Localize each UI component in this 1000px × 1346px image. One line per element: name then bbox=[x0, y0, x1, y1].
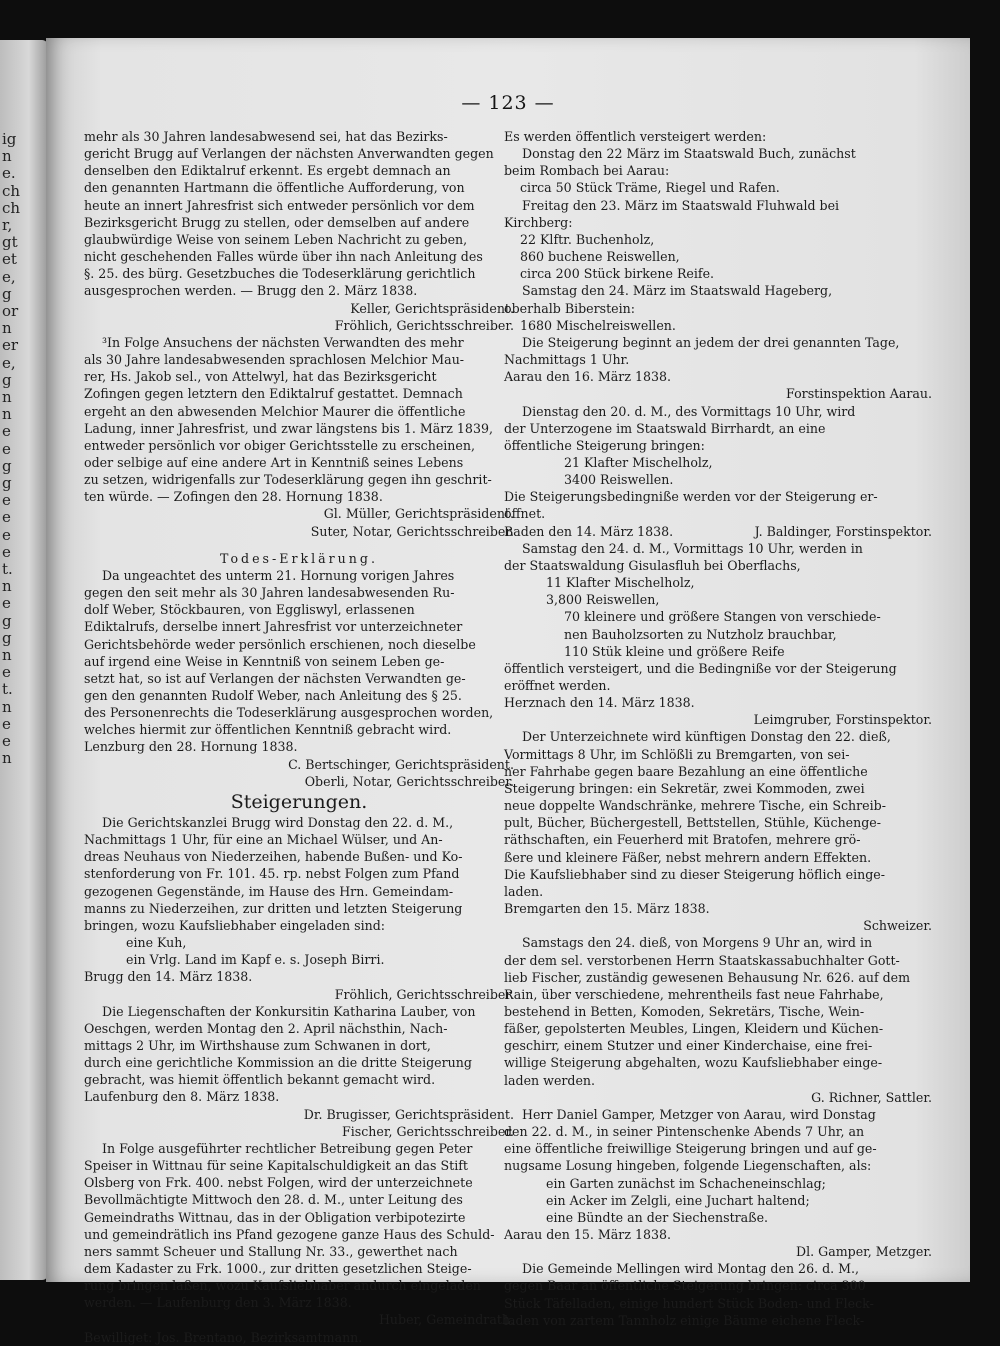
text-line: gegen Baar an öffentliche Steigerung bringen: circa 300 bbox=[504, 1278, 866, 1294]
left-page-fragment: er bbox=[2, 336, 19, 355]
text-line: mittags 2 Uhr, im Wirthshause zum Schwanen in dort, bbox=[84, 1037, 431, 1053]
text-line: bringen, wozu Kaufsliebhaber eingeladen sind: bbox=[84, 917, 386, 933]
text-line: Freitag den 23. März im Staatswald Fluhwald bei bbox=[522, 197, 840, 213]
signature: Suter, Notar, Gerichtsschreiber. bbox=[310, 523, 514, 539]
text-line: 21 Klafter Mischelholz, bbox=[564, 454, 713, 470]
text-line: Stück Täfelladen, einige hundert Stück Boden- und Fleck- bbox=[504, 1295, 874, 1311]
text-line: Brugg den 14. März 1838. bbox=[84, 969, 253, 985]
text-line: lieb Fischer, zuständig gewesenen Behausung Nr. 626. auf dem bbox=[504, 969, 911, 985]
left-page-fragment: gt bbox=[2, 233, 18, 252]
left-page-fragment: t. bbox=[2, 560, 13, 578]
text-line: pult, Bücher, Büchergestell, Bettstellen, Stühle, Küchenge- bbox=[504, 815, 882, 831]
text-line: Steigerung bringen: ein Sekretär, zwei Kommoden, zwei bbox=[504, 780, 865, 796]
left-page-fragment: r, bbox=[2, 216, 13, 234]
text-line: der Staatswaldung Gisulasfluh bei Oberflachs, bbox=[504, 557, 801, 573]
text-line: Da ungeachtet des unterm 21. Hornung vorigen Jahres bbox=[102, 567, 455, 583]
text-line: gen den genannten Rudolf Weber, nach Anleitung des § 25. bbox=[84, 688, 462, 703]
text-line: circa 200 Stück birkene Reife. bbox=[520, 266, 715, 282]
left-page-fragment: e. bbox=[2, 164, 16, 183]
text-line: des Personenrechts die Todeserklärung ausgesprochen worden, bbox=[84, 705, 494, 721]
signature: Gl. Müller, Gerichtspräsident. bbox=[323, 506, 514, 522]
text-line: werden. — Laufenburg den 3. März 1838. bbox=[84, 1295, 352, 1311]
left-page-fragment: e bbox=[2, 542, 11, 561]
text-line: Lenzburg den 28. Hornung 1838. bbox=[84, 739, 298, 755]
text-line: dem Kadaster zu Frk. 1000., zur dritten gesetzlichen Steige- bbox=[84, 1261, 472, 1276]
text-line: Speiser in Wittnau für seine Kapitalschuldigkeit an das Stift bbox=[84, 1158, 468, 1174]
text-line: Bremgarten den 15. März 1838. bbox=[504, 901, 710, 917]
text-line: 3400 Reiswellen. bbox=[564, 472, 674, 488]
text-line: den 22. d. M., in seiner Pintenschenke Abends 7 Uhr, an bbox=[504, 1124, 865, 1140]
left-page-fragment: g bbox=[2, 628, 12, 647]
text-line: Herr Daniel Gamper, Metzger von Aarau, wird Donstag bbox=[522, 1106, 876, 1122]
left-page-fragment: n bbox=[2, 319, 12, 338]
text-line: Aarau den 16. März 1838. bbox=[504, 369, 672, 385]
text-line: räthschaften, ein Feuerherd mit Bratofen, mehrere grö- bbox=[504, 832, 861, 848]
text-line: 860 buchene Reiswellen, bbox=[520, 249, 680, 265]
text-line: Samstag den 24. d. M., Vormittags 10 Uhr, werden in bbox=[522, 540, 863, 556]
text-line: öffentliche Steigerung bringen: bbox=[504, 437, 705, 453]
text-line: eröffnet werden. bbox=[504, 678, 611, 693]
text-line: Die Steigerung beginnt an jedem der drei genannten Tage, bbox=[522, 334, 900, 350]
text-line: auf irgend eine Weise in Kenntniß von seinem Leben ge- bbox=[84, 653, 445, 669]
text-line: Die Kaufsliebhaber sind zu dieser Steigerung höflich einge- bbox=[504, 866, 885, 882]
signature: Fröhlich, Gerichtsschreiber. bbox=[334, 317, 514, 333]
left-page-fragment: g bbox=[2, 370, 12, 389]
text-line: Kirchberg: bbox=[504, 214, 573, 230]
spacer bbox=[84, 540, 514, 550]
left-page-fragment: e bbox=[2, 508, 11, 527]
left-page-fragment: g bbox=[2, 456, 12, 475]
text-line: zu setzen, widrigenfalls zur Todeserklärung gegen ihn geschrit- bbox=[84, 472, 492, 488]
text-line: oberhalb Biberstein: bbox=[504, 300, 636, 316]
text-line: nen Bauholzsorten zu Nutzholz brauchbar, bbox=[564, 626, 837, 642]
text-line: mehr als 30 Jahren landesabwesend sei, hat das Bezirks- bbox=[84, 129, 448, 144]
text-line: rer, Hs. Jakob sel., von Attelwyl, hat das Bezirksgericht bbox=[84, 369, 437, 385]
text-line: manns zu Niederzeihen, zur dritten und letzten Steigerung bbox=[84, 900, 463, 916]
text-line: Nachmittags 1 Uhr, für eine an Michael Wülser, und An- bbox=[84, 832, 443, 848]
text-line: Olsberg von Frk. 400. nebst Folgen, wird der unterzeichnete bbox=[84, 1175, 473, 1191]
signature: Leimgruber, Forstinspektor. bbox=[753, 712, 932, 728]
text-line: 70 kleinere und größere Stangen von verschiede- bbox=[564, 609, 881, 625]
left-page-fragment: e, bbox=[2, 353, 16, 372]
text-line: eine Kuh, bbox=[126, 935, 187, 951]
left-page-fragment: e bbox=[2, 663, 11, 682]
text-line: neue doppelte Wandschränke, mehrere Tische, ein Schreib- bbox=[504, 798, 886, 814]
text-line: glaubwürdige Weise von seinem Leben Nachricht zu geben, bbox=[84, 231, 468, 247]
text-line: Es werden öffentlich versteigert werden: bbox=[504, 129, 767, 144]
signature: Dl. Gamper, Metzger. bbox=[796, 1244, 932, 1260]
signature: Dr. Brugisser, Gerichtspräsident. bbox=[303, 1106, 514, 1122]
text-line: Donstag den 22 März im Staatswald Buch, zunächst bbox=[522, 146, 856, 162]
text-line: ßere und kleinere Fäßer, nebst mehrern andern Effekten. bbox=[504, 849, 872, 865]
text-line: ergeht an den abwesenden Melchior Maurer die öffentliche bbox=[84, 403, 466, 419]
text-line: eine öffentliche freiwillige Steigerung bringen und auf ge- bbox=[504, 1141, 877, 1157]
text-line: Die Gerichtskanzlei Brugg wird Donstag den 22. d. M., bbox=[102, 814, 454, 830]
section-heading: Steigerungen. bbox=[230, 790, 368, 813]
text-line: gegen den seit mehr als 30 Jahren landesabwesenden Ru- bbox=[84, 585, 455, 601]
text-line: laden von zartem Tannholz einige Bäume eichene Fleck- bbox=[504, 1312, 865, 1328]
text-line: dreas Neuhaus von Niederzeihen, habende Bußen- und Ko- bbox=[84, 849, 463, 865]
page-number: — 123 — bbox=[461, 92, 555, 114]
text-line: den genannten Hartmann die öffentliche Aufforderung, von bbox=[84, 180, 465, 196]
text-line: ein Vrlg. Land im Kapf e. s. Joseph Birri. bbox=[126, 952, 385, 968]
text-line: 22 Klftr. Buchenholz, bbox=[520, 231, 655, 247]
text-line: Samstags den 24. dieß, von Morgens 9 Uhr an, wird in bbox=[522, 935, 873, 951]
left-page-fragment: n bbox=[2, 388, 12, 406]
left-page-fragment: e, bbox=[2, 267, 16, 286]
text-line: der Unterzogene im Staatswald Birrhardt, an eine bbox=[504, 420, 826, 436]
text-line: ners sammt Scheuer und Stallung Nr. 33., gewerthet nach bbox=[84, 1243, 458, 1259]
text-line: öffentlich versteigert, und die Bedingniße vor der Steigerung bbox=[504, 660, 897, 676]
text-line: rung bringen laßen, wozu Kaufsliebhaber andurch eingeladen bbox=[84, 1278, 481, 1294]
text-line: Rain, über verschiedene, mehrentheils fast neue Fahrhabe, bbox=[504, 986, 884, 1002]
text-line: bestehend in Betten, Komoden, Sekretärs, Tische, Wein- bbox=[504, 1003, 865, 1019]
left-page-fragment: e bbox=[2, 491, 11, 510]
newspaper-page bbox=[46, 38, 970, 1345]
text-line: gebracht, was hiemit öffentlich bekannt gemacht wird. bbox=[84, 1072, 436, 1088]
subsection-heading: Todes-Erklärung. bbox=[220, 550, 378, 566]
signature: Schweizer. bbox=[863, 918, 932, 934]
left-page-fragment: n bbox=[2, 697, 12, 716]
text-line: 3,800 Reiswellen, bbox=[546, 592, 660, 608]
text-line: Gerichtsbehörde weder persönlich erschienen, noch dieselbe bbox=[84, 636, 476, 652]
text-line: eine Bündte an der Siechenstraße. bbox=[546, 1209, 769, 1225]
signature: Huber, Gemeindrath. bbox=[378, 1312, 514, 1328]
signature: Oberli, Notar, Gerichtsschreiber. bbox=[304, 773, 514, 789]
signature: G. Richner, Sattler. bbox=[811, 1089, 932, 1105]
left-page-fragment: n bbox=[2, 646, 12, 664]
left-page-fragment: e bbox=[2, 422, 11, 441]
text-line: fäßer, gepolsterten Meubles, Lingen, Kleidern und Küchen- bbox=[504, 1021, 884, 1037]
text-line: Samstag den 24. März im Staatswald Hageberg, bbox=[522, 283, 833, 299]
left-page-fragment: e bbox=[2, 525, 11, 544]
left-column bbox=[84, 128, 514, 1346]
left-page-fragment: n bbox=[2, 749, 12, 768]
text-line: gericht Brugg auf Verlangen der nächsten Anverwandten gegen bbox=[84, 146, 494, 162]
text-line: laden. bbox=[504, 883, 544, 899]
text-line: geschirr, einem Stutzer und einer Kinderchaise, eine frei- bbox=[504, 1038, 873, 1054]
text-line: 11 Klafter Mischelholz, bbox=[546, 575, 695, 591]
signature: C. Bertschinger, Gerichtspräsident. bbox=[288, 756, 514, 772]
adjacent-left-page bbox=[0, 40, 48, 1280]
signature: Forstinspektion Aarau. bbox=[786, 386, 932, 402]
signature: Fischer, Gerichtsschreiber. bbox=[341, 1123, 514, 1139]
left-page-fragment: g bbox=[2, 284, 12, 303]
text-line: Bevollmächtigte Mittwoch den 28. d. M., unter Leitung des bbox=[84, 1192, 463, 1208]
text-line: ³In Folge Ansuchens der nächsten Verwandten des mehr bbox=[102, 334, 464, 350]
text-line: Der Unterzeichnete wird künftigen Donstag den 22. dieß, bbox=[522, 729, 891, 745]
text-line: 1680 Mischelreiswellen. bbox=[520, 317, 676, 333]
left-page-fragment: ig bbox=[2, 130, 17, 148]
text-line: ausgesprochen werden. — Brugg den 2. März 1838. bbox=[84, 283, 418, 299]
text-line: öffnet. bbox=[504, 506, 546, 522]
text-line: Herznach den 14. März 1838. bbox=[504, 695, 695, 711]
text-line: welches hiermit zur öffentlichen Kenntniß gebracht wird. bbox=[84, 722, 452, 738]
text-line: gezogenen Gegenstände, im Hause des Hrn. Gemeindam- bbox=[84, 883, 454, 899]
text-line: Die Steigerungsbedingniße werden vor der Steigerung er- bbox=[504, 489, 878, 505]
text-line: oder selbige auf eine andere Art in Kenntniß seines Lebens bbox=[84, 454, 464, 470]
left-page-fragment: ch bbox=[2, 181, 21, 200]
text-line: Dienstag den 20. d. M., des Vormittags 10 Uhr, wird bbox=[522, 403, 856, 419]
text-line: nicht geschehenden Falles würde über ihn nach Anleitung des bbox=[84, 249, 483, 265]
text-line: §. 25. des bürg. Gesetzbuches die Todeserklärung gerichtlich bbox=[84, 266, 476, 282]
text-line: denselben den Ediktalruf erkennt. Es ergebt demnach an bbox=[84, 163, 451, 179]
text-line: Ediktalrufs, derselbe innert Jahresfrist vor unterzeichneter bbox=[84, 619, 463, 635]
right-column bbox=[504, 128, 932, 1329]
text-line: Die Liegenschaften der Konkursitin Katharina Lauber, von bbox=[102, 1003, 476, 1019]
left-page-fragment: e bbox=[2, 732, 11, 750]
text-line: Bewilliget: Jos. Brentano, Bezirksamtmann. bbox=[84, 1329, 363, 1345]
left-page-fragment: n bbox=[2, 577, 12, 596]
left-page-fragment: t. bbox=[2, 680, 13, 699]
text-line: Nachmittags 1 Uhr. bbox=[504, 352, 630, 368]
text-line: Aarau den 15. März 1838. bbox=[504, 1227, 672, 1242]
text-line bbox=[504, 523, 932, 540]
text-line: circa 50 Stück Träme, Riegel und Rafen. bbox=[520, 180, 780, 196]
text-line: heute an innert Jahresfrist sich entweder persönlich vor dem bbox=[84, 197, 475, 213]
text-line: stenforderung von Fr. 101. 45. rp. nebst Folgen zum Pfand bbox=[84, 866, 460, 882]
text-line: Ladung, inner Jahresfrist, und zwar längstens bis 1. März 1839, bbox=[84, 420, 493, 436]
text-line: Die Gemeinde Mellingen wird Montag den 26. d. M., bbox=[522, 1261, 860, 1277]
text-line: Vormittags 8 Uhr, im Schlößli zu Bremgarten, von sei- bbox=[504, 746, 850, 762]
text-line: nugsame Losung hingeben, folgende Liegenschaften, als: bbox=[504, 1158, 872, 1174]
text-line: ein Garten zunächst im Schacheneinschlag; bbox=[546, 1175, 826, 1191]
left-page-fragment: g bbox=[2, 611, 12, 630]
text-line: 110 Stük kleine und größere Reife bbox=[564, 643, 785, 659]
text-line: entweder persönlich vor obiger Gerichtsstelle zu erscheinen, bbox=[84, 437, 475, 453]
text-line: ten würde. — Zofingen den 28. Hornung 1838. bbox=[84, 489, 383, 505]
text-line: dolf Weber, Stöckbauren, von Eggliswyl, erlassenen bbox=[84, 602, 415, 618]
text-line: Oeschgen, werden Montag den 2. April nächsthin, Nach- bbox=[84, 1020, 448, 1036]
text-line: In Folge ausgeführter rechtlicher Betreibung gegen Peter bbox=[102, 1140, 473, 1156]
text-line: Bezirksgericht Brugg zu stellen, oder demselben auf andere bbox=[84, 214, 470, 230]
text-line: setzt hat, so ist auf Verlangen der nächsten Verwandten ge- bbox=[84, 670, 466, 686]
left-page-fragment: et bbox=[2, 250, 17, 269]
left-page-fragment: g bbox=[2, 474, 12, 492]
text-line: Zofingen gegen letztern den Ediktalruf gestattet. Demnach bbox=[84, 386, 463, 402]
left-page-fragment: ch bbox=[2, 198, 21, 217]
text-line: ner Fahrhabe gegen baare Bezahlung an eine öffentliche bbox=[504, 763, 868, 779]
text-line: als 30 Jahre landesabwesenden sprachlosen Melchior Mau- bbox=[84, 352, 465, 368]
left-page-fragment: or bbox=[2, 302, 19, 320]
left-page-fragment: e bbox=[2, 714, 11, 733]
text-line: laden werden. bbox=[504, 1072, 596, 1088]
text-line: beim Rombach bei Aarau: bbox=[504, 163, 670, 179]
signature: J. Baldinger, Forstinspektor. bbox=[754, 523, 932, 539]
signature: Keller, Gerichtspräsident. bbox=[350, 300, 514, 316]
left-page-fragment: e bbox=[2, 439, 11, 458]
signature: Fröhlich, Gerichtsschreiber. bbox=[334, 986, 514, 1002]
text-line: durch eine gerichtliche Kommission an die dritte Steigerung bbox=[84, 1055, 472, 1071]
text-line-left: Baden den 14. März 1838. bbox=[504, 523, 674, 539]
text-line: Gemeindraths Wittnau, das in der Obligation verbipotezirte bbox=[84, 1209, 466, 1225]
text-line: der dem sel. verstorbenen Herrn Staatskassabuchhalter Gott- bbox=[504, 952, 900, 968]
left-page-fragment: n bbox=[2, 147, 12, 166]
text-line: und gemeindrätlich ins Pfand gezogene ganze Haus des Schuld- bbox=[84, 1226, 495, 1242]
text-line: ein Acker im Zelgli, eine Juchart haltend; bbox=[546, 1192, 810, 1208]
left-page-fragment: n bbox=[2, 405, 12, 424]
text-line: Laufenburg den 8. März 1838. bbox=[84, 1089, 280, 1105]
left-page-fragment: e bbox=[2, 594, 11, 613]
text-line: willige Steigerung abgehalten, wozu Kaufsliebhaber einge- bbox=[504, 1055, 883, 1071]
